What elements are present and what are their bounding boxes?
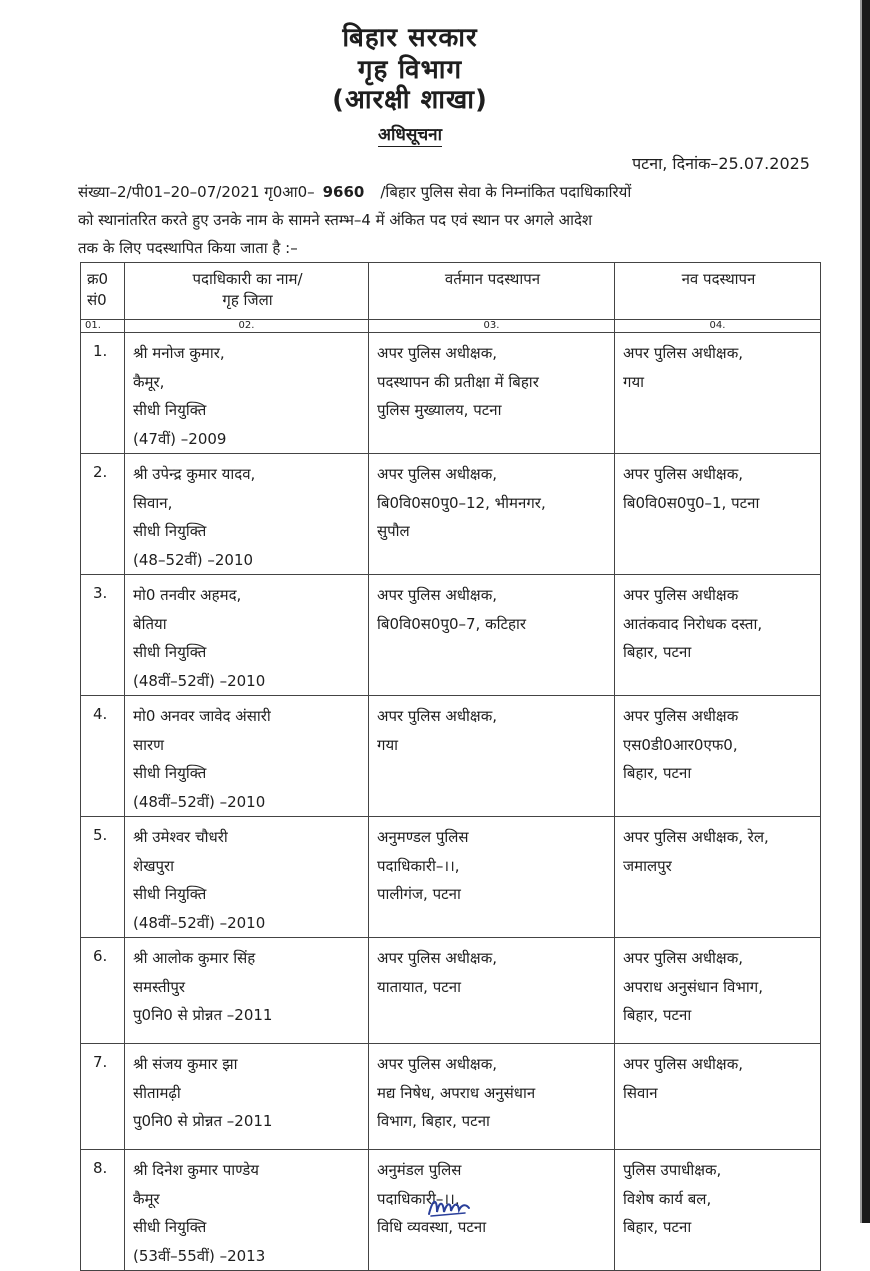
current-posting-line: पालीगंज, पटना [377, 885, 461, 903]
header-name [125, 263, 369, 320]
current-posting-cell [369, 817, 615, 938]
header-serial-line1: क्र0 [87, 270, 109, 288]
officer-line: श्री उमेश्वर चौधरी [133, 828, 228, 846]
column-index: 03. [369, 320, 615, 333]
current-posting-line: पदस्थापन की प्रतीक्षा में बिहार [377, 372, 539, 391]
column-index-row [81, 320, 821, 333]
new-posting-line: अपर पुलिस अधीक्षक, [623, 344, 743, 362]
current-posting-line: अपर पुलिस अधीक्षक, [377, 949, 497, 967]
serial-cell: 6. [81, 938, 125, 1044]
new-posting-line: आतंकवाद निरोधक दस्ता, [623, 614, 763, 633]
page-edge-shadow [862, 0, 870, 1223]
table-row [81, 1044, 821, 1150]
serial-cell: 3. [81, 575, 125, 696]
new-posting-cell [615, 817, 821, 938]
serial-cell: 1. [81, 333, 125, 454]
officer-name-cell [125, 1150, 369, 1271]
header-name-line2: गृह जिला [222, 291, 273, 309]
officer-line: सीधी नियुक्ति [133, 401, 207, 419]
officer-line: (47वीं) –2009 [133, 429, 227, 448]
govt-title: बिहार सरकार [342, 23, 478, 53]
officer-name-cell [125, 938, 369, 1044]
current-posting-line: पदाधिकारी–।।, [377, 1189, 460, 1208]
current-posting-line: अनुमण्डल पुलिस [377, 828, 469, 846]
serial-cell: 8. [81, 1150, 125, 1271]
current-posting-line: अनुमंडल पुलिस [377, 1161, 462, 1179]
table-header-row [81, 263, 821, 320]
officer-line: सिवान, [133, 493, 173, 512]
new-posting-line: बिहार, पटना [623, 764, 692, 782]
new-posting-line: अपर पुलिस अधीक्षक, [623, 465, 743, 483]
new-posting-line: जमालपुर [623, 856, 672, 875]
officer-line: सीधी नियुक्ति [133, 1218, 207, 1236]
column-index: 01. [81, 320, 125, 333]
new-posting-line: अपर पुलिस अधीक्षक, [623, 949, 743, 967]
new-posting-cell [615, 1150, 821, 1271]
officer-line: समस्तीपुर [133, 977, 186, 996]
current-posting-line: विभाग, बिहार, पटना [377, 1112, 490, 1130]
officer-line: (53वीं–55वीं) –2013 [133, 1246, 266, 1265]
department-title: गृह विभाग [357, 55, 463, 85]
table-row [81, 333, 821, 454]
current-posting-line: अपर पुलिस अधीक्षक, [377, 344, 497, 362]
current-posting-line: यातायात, पटना [377, 977, 461, 996]
column-index: 04. [615, 320, 821, 333]
new-posting-line: अपर पुलिस अधीक्षक, [623, 1055, 743, 1073]
header-name-line1: पदाधिकारी का नाम/ [192, 270, 303, 288]
new-posting-line: गया [623, 372, 645, 391]
serial-cell: 5. [81, 817, 125, 938]
serial-cell: 7. [81, 1044, 125, 1150]
new-posting-line: अपराध अनुसंधान विभाग, [623, 977, 763, 996]
current-posting-line: अपर पुलिस अधीक्षक, [377, 586, 497, 604]
new-posting-cell [615, 454, 821, 575]
new-posting-line: अपर पुलिस अधीक्षक, रेल, [623, 828, 769, 846]
serial-cell: 4. [81, 696, 125, 817]
preamble-line-3: तक के लिए पदस्थापित किया जाता है :– [78, 239, 298, 257]
page-edge-line [860, 0, 862, 1223]
current-posting-cell [369, 938, 615, 1044]
officer-line: सीतामढ़ी [133, 1083, 181, 1102]
new-posting-line: अपर पुलिस अधीक्षक [623, 707, 739, 725]
officer-name-cell [125, 454, 369, 575]
header-serial-line2: सं0 [87, 291, 107, 309]
ref-number: 9660 [322, 183, 365, 201]
new-posting-line: अपर पुलिस अधीक्षक [623, 586, 739, 604]
notification-heading [0, 122, 820, 145]
officer-line: सीधी नियुक्ति [133, 885, 207, 903]
new-posting-line: विशेष कार्य बल, [623, 1189, 712, 1208]
current-posting-cell [369, 454, 615, 575]
new-posting-line: बि0वि0स0पु0–1, पटना [623, 493, 760, 512]
current-posting-line: बि0वि0स0पु0–12, भीमनगर, [377, 493, 546, 512]
current-posting-line: अपर पुलिस अधीक्षक, [377, 707, 497, 725]
new-posting-cell [615, 333, 821, 454]
officer-line: सारण [133, 735, 165, 754]
column-index: 02. [125, 320, 369, 333]
officer-line: (48वीं–52वीं) –2010 [133, 913, 266, 932]
table-row [81, 575, 821, 696]
officer-line: कैमूर, [133, 372, 165, 391]
officer-name-cell [125, 333, 369, 454]
new-posting-line: पुलिस उपाधीक्षक, [623, 1161, 722, 1179]
officer-line: श्री मनोज कुमार, [133, 344, 225, 362]
header-new-posting: नव पदस्थापन [615, 263, 821, 320]
current-posting-line: अपर पुलिस अधीक्षक, [377, 1055, 497, 1073]
table-row [81, 938, 821, 1044]
current-posting-cell [369, 1044, 615, 1150]
new-posting-line: बिहार, पटना [623, 643, 692, 661]
table-row [81, 696, 821, 817]
officer-line: सीधी नियुक्ति [133, 522, 207, 540]
officer-line: पु0नि0 से प्रोन्नत –2011 [133, 1112, 273, 1130]
current-posting-line: अपर पुलिस अधीक्षक, [377, 465, 497, 483]
transfer-table [80, 262, 821, 1271]
current-posting-line: गया [377, 735, 399, 754]
officer-line: सीधी नियुक्ति [133, 643, 207, 661]
new-posting-line: सिवान [623, 1083, 658, 1102]
preamble-line-2: को स्थानांतरित करते हुए उनके नाम के सामने स्तम्भ–4 में अंकित पद एवं स्थान पर अगले आदेश [78, 211, 593, 229]
officer-line: कैमूर [133, 1189, 160, 1208]
current-posting-line: मद्य निषेध, अपराध अनुसंधान [377, 1083, 536, 1102]
officer-line: (48वीं–52वीं) –2010 [133, 671, 266, 690]
new-posting-line: बिहार, पटना [623, 1006, 692, 1024]
current-posting-cell [369, 696, 615, 817]
officer-line: शेखपुरा [133, 856, 175, 875]
new-posting-cell [615, 1044, 821, 1150]
dateline: पटना, दिनांक–25.07.2025 [632, 154, 810, 173]
current-posting-cell [369, 575, 615, 696]
officer-line: मो0 तनवीर अहमद, [133, 586, 242, 604]
new-posting-cell [615, 938, 821, 1044]
table-row [81, 817, 821, 938]
officer-line: (48वीं–52वीं) –2010 [133, 792, 266, 811]
officer-line: सीधी नियुक्ति [133, 764, 207, 782]
officer-line: बेतिया [133, 614, 167, 633]
officer-line: (48–52वीं) –2010 [133, 550, 254, 569]
signature-mark [425, 1192, 473, 1220]
current-posting-cell [369, 333, 615, 454]
new-posting-cell [615, 696, 821, 817]
officer-name-cell [125, 575, 369, 696]
current-posting-line: पुलिस मुख्यालय, पटना [377, 401, 502, 419]
preamble-line1-suffix: /बिहार पुलिस सेवा के निम्नांकित पदाधिकारियों [380, 183, 632, 201]
table-row [81, 454, 821, 575]
preamble-line-1 [78, 182, 631, 202]
officer-line: श्री दिनेश कुमार पाण्डेय [133, 1161, 259, 1179]
serial-cell: 2. [81, 454, 125, 575]
new-posting-line: बिहार, पटना [623, 1218, 692, 1236]
header-current-posting: वर्तमान पदस्थापन [369, 263, 615, 320]
officer-line: मो0 अनवर जावेद अंसारी [133, 707, 271, 725]
branch-title: (आरक्षी शाखा) [332, 85, 488, 115]
current-posting-cell [369, 1150, 615, 1271]
officer-line: श्री संजय कुमार झा [133, 1055, 238, 1073]
current-posting-line: सुपौल [377, 522, 410, 540]
officer-line: श्री आलोक कुमार सिंह [133, 949, 256, 967]
officer-line: पु0नि0 से प्रोन्नत –2011 [133, 1006, 273, 1024]
ref-prefix: संख्या–2/पी01–20–07/2021 गृ0आ0– [78, 183, 315, 201]
current-posting-line: बि0वि0स0पु0–7, कटिहार [377, 614, 527, 633]
current-posting-line: पदाधिकारी–।।, [377, 856, 460, 875]
current-posting-line: विधि व्यवस्था, पटना [377, 1218, 487, 1236]
officer-name-cell [125, 1044, 369, 1150]
notification-title: अधिसूचना [378, 125, 442, 145]
officer-name-cell [125, 817, 369, 938]
officer-line: श्री उपेन्द्र कुमार यादव, [133, 465, 256, 483]
new-posting-cell [615, 575, 821, 696]
new-posting-line: एस0डी0आर0एफ0, [623, 735, 738, 754]
officer-name-cell [125, 696, 369, 817]
header-serial [81, 263, 125, 320]
